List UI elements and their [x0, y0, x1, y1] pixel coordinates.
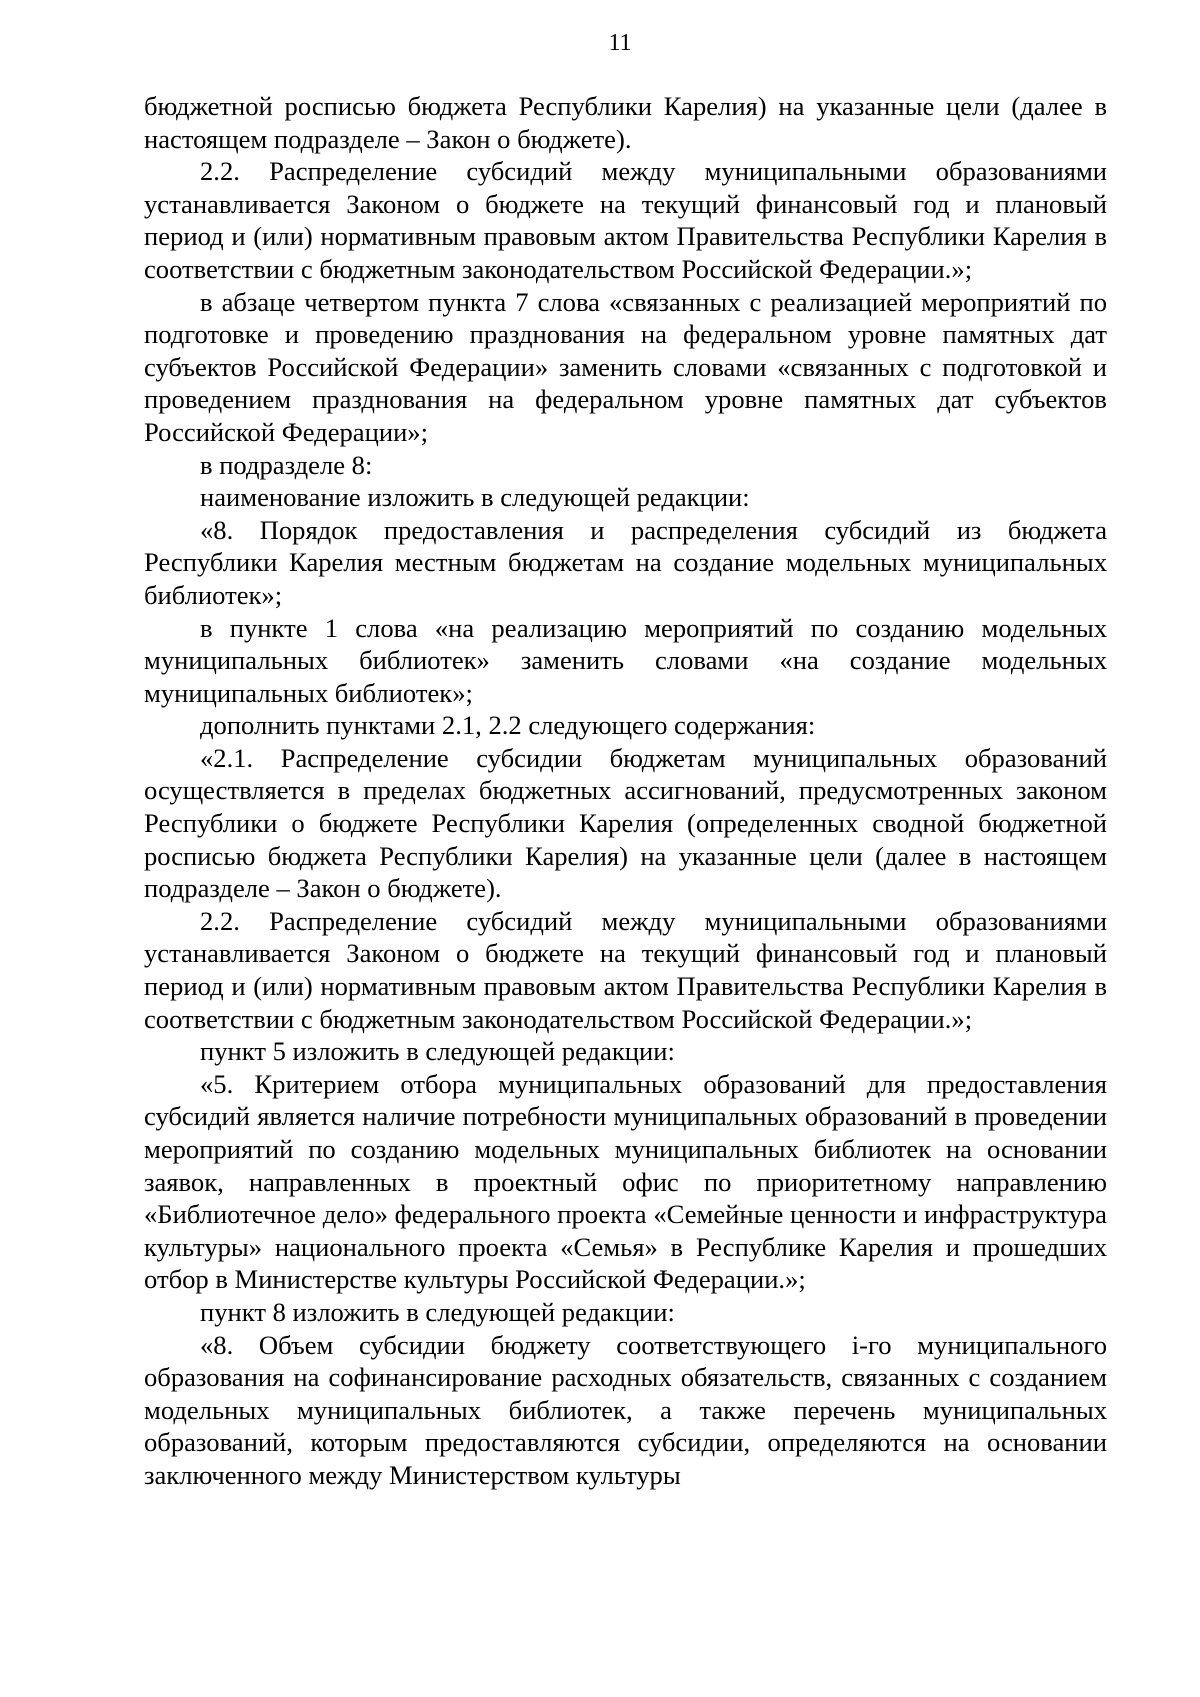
paragraph: 2.2. Распределение субсидий между муниципальными образованиями устанавливается Законом о бюджете на текущий финансовый год и плановый период и (или) нормативным правовым актом Правительства Республики Карелия в соответствии с бюджетным законодательством Российской Федерации.»; — [144, 156, 1107, 284]
paragraph: «5. Критерием отбора муниципальных образований для предоставления субсидий является наличие потребности муниципальных образований в проведении мероприятий по созданию модельных муниципальных библиотек на основании заявок, направленных в проектный офис по приоритетному направлению «Библиотечное дело» федерального проекта «Семейные ценности и инфраструктура культуры» национального проекта «Семья» в Республике Карелия и прошедших отбор в Министерстве культуры Российской Федерации.»; — [144, 1068, 1107, 1295]
page-number: 11 — [608, 30, 632, 56]
paragraph: «2.1. Распределение субсидии бюджетам муниципальных образований осуществляется в пределах бюджетных ассигнований, предусмотренных законом Республики о бюджете Республики Карелия (определенных сводной бюджетной росписью бюджета Республики Карелия) на указанные цели (далее в настоящем подразделе – Закон о бюджете). — [144, 742, 1107, 904]
paragraph: в пункте 1 слова «на реализацию мероприятий по созданию модельных муниципальных библиотек» заменить словами «на создание модельных муниципальных библиотек»; — [144, 612, 1107, 708]
paragraph: «8. Порядок предоставления и распределения субсидий из бюджета Республики Карелия местным бюджетам на создание модельных муниципальных библиотек»; — [144, 514, 1107, 610]
document-body — [144, 90, 1107, 1492]
paragraph: пункт 5 изложить в следующей редакции: — [200, 1036, 675, 1067]
paragraph: наименование изложить в следующей редакции: — [200, 482, 750, 513]
paragraph: дополнить пунктами 2.1, 2.2 следующего содержания: — [200, 710, 816, 741]
paragraph: пункт 8 изложить в следующей редакции: — [200, 1296, 675, 1327]
paragraph: «8. Объем субсидии бюджету соответствующего i-го муниципального образования на софинансирование расходных обязательств, связанных с созданием модельных муниципальных библиотек, а также перечень муниципальных образований, которым предоставляются субсидии, определяются на основании заключенного между Министерством культуры — [144, 1329, 1107, 1490]
paragraph: в подразделе 8: — [200, 449, 373, 480]
paragraph: 2.2. Распределение субсидий между муниципальными образованиями устанавливается Законом о бюджете на текущий финансовый год и плановый период и (или) нормативным правовым актом Правительства Республики Карелия в соответствии с бюджетным законодательством Российской Федерации.»; — [144, 905, 1107, 1034]
paragraph: в абзаце четвертом пункта 7 слова «связанных с реализацией мероприятий по подготовке и проведению празднования на федеральном уровне памятных дат субъектов Российской Федерации» заменить словами «связанных с подготовкой и проведением празднования на федеральном уровне памятных дат субъектов Российской Федерации»; — [144, 286, 1107, 447]
paragraph: бюджетной росписью бюджета Республики Карелия) на указанные цели (далее в настоящем подразделе – Закон о бюджете). — [144, 91, 1107, 154]
